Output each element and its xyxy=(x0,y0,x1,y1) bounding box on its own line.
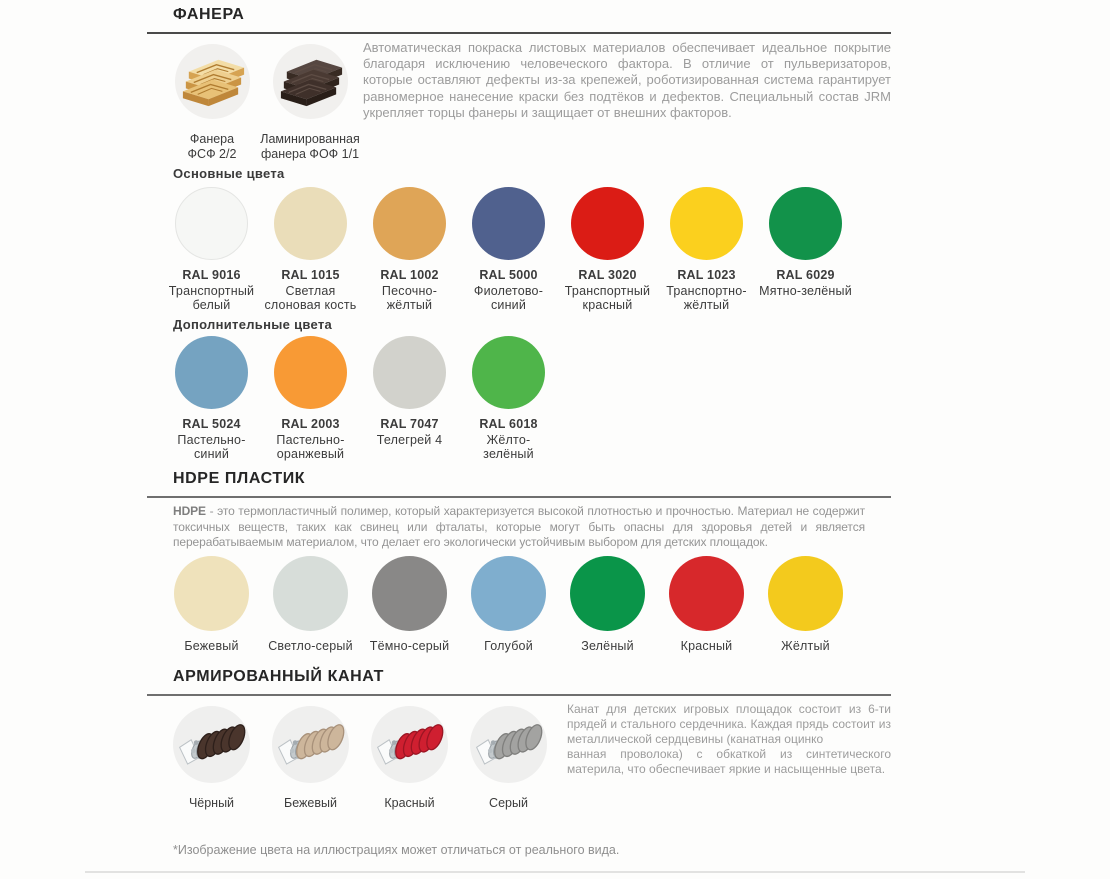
bottom-divider xyxy=(85,871,1025,873)
rope-3-icon xyxy=(371,706,448,788)
color-item xyxy=(657,556,756,654)
color-name: Тёмно-серый xyxy=(369,639,450,653)
color-name: Мятно-зелёный xyxy=(759,283,852,298)
footnote: *Изображение цвета на иллюстрациях может отличаться от реального вида. xyxy=(173,843,620,857)
color-item xyxy=(162,187,261,313)
rope-color-name: Серый xyxy=(489,796,528,810)
plywood-label-line: фанера ФОФ 1/1 xyxy=(260,147,360,161)
color-name: Телегрей 4 xyxy=(376,432,443,447)
color-item xyxy=(459,336,558,462)
color-name: Зелёный xyxy=(581,639,634,653)
color-name: Пастельно- xyxy=(276,432,345,447)
color-label xyxy=(177,417,245,462)
color-item xyxy=(756,556,855,654)
color-item xyxy=(360,556,459,654)
color-item xyxy=(360,187,459,313)
color-label xyxy=(380,268,438,313)
color-name: Транспортно- xyxy=(666,283,747,298)
color-name: синий xyxy=(193,447,230,461)
color-name: Жёлтый xyxy=(781,639,830,653)
color-swatch xyxy=(372,556,447,631)
color-item xyxy=(459,556,558,654)
plywood-label-line: Ламинированная xyxy=(260,132,360,146)
plywood-material-label xyxy=(188,132,237,162)
rope-description-line: металлической сердцевины (канатная оцинко xyxy=(567,732,824,746)
color-code: RAL 9016 xyxy=(182,268,241,282)
color-code: RAL 6018 xyxy=(479,417,538,431)
color-item xyxy=(756,187,855,313)
color-item xyxy=(261,556,360,654)
rope-color-name: Бежевый xyxy=(284,796,337,810)
rope-description-line: ванная проволока) с обкаткой из синтетического xyxy=(567,747,891,761)
color-name: белый xyxy=(192,298,231,312)
color-swatch xyxy=(769,187,842,260)
plywood-light-icon xyxy=(175,44,250,124)
color-swatch xyxy=(175,187,248,260)
rope-color-name: Красный xyxy=(384,796,435,810)
color-item xyxy=(162,336,261,462)
color-swatch xyxy=(471,556,546,631)
color-swatch xyxy=(570,556,645,631)
color-code: RAL 6029 xyxy=(776,268,835,282)
rope-description xyxy=(567,702,891,777)
rope-4-icon xyxy=(470,706,547,788)
color-swatch xyxy=(472,336,545,409)
hdpe-description xyxy=(173,504,865,551)
plywood-material xyxy=(163,44,261,162)
rope-colors-row xyxy=(162,706,558,811)
color-item xyxy=(657,187,756,313)
color-swatch xyxy=(571,187,644,260)
rope-description-line: прядей и стального сердечника. Каждая прядь состоит из xyxy=(567,717,891,731)
color-swatch xyxy=(373,336,446,409)
color-swatch xyxy=(670,187,743,260)
color-label xyxy=(370,639,450,654)
color-item xyxy=(558,187,657,313)
color-name: оранжевый xyxy=(276,447,345,461)
color-name: жёлтый xyxy=(386,298,433,312)
section-title-rope: АРМИРОВАННЫЙ КАНАТ xyxy=(147,668,891,696)
color-label xyxy=(276,417,344,462)
color-code: RAL 3020 xyxy=(578,268,637,282)
rope-item xyxy=(459,706,558,811)
color-name: Жёлто- xyxy=(486,432,531,447)
main-colors-title: Основные цвета xyxy=(173,166,285,181)
color-code: RAL 1015 xyxy=(281,268,340,282)
color-item xyxy=(261,187,360,313)
color-name: красный xyxy=(582,298,633,312)
color-name: Голубой xyxy=(484,639,533,653)
plywood-description: Автоматическая покраска листовых материалов обеспечивает идеальное покрытие благодаря исключению человеческого фактора. В отличие от пульверизаторов, которые оставляют дефекты из-за крепежей, роботизированная система гарантирует равномерное нанесение краски без подтёков и дефектов. Специальный состав JRM укрепляет торцы фанеры и защищает от внешних факторов. xyxy=(363,40,891,120)
color-swatch xyxy=(274,187,347,260)
color-item xyxy=(459,187,558,313)
color-label xyxy=(479,417,537,462)
color-label xyxy=(666,268,747,313)
color-name: Пастельно- xyxy=(177,432,246,447)
color-label xyxy=(184,639,238,654)
color-item xyxy=(558,556,657,654)
color-swatch xyxy=(274,336,347,409)
plywood-materials-row xyxy=(163,44,359,162)
color-item xyxy=(162,556,261,654)
rope-item xyxy=(162,706,261,811)
plywood-label-line: ФСФ 2/2 xyxy=(187,147,237,161)
color-swatch xyxy=(373,187,446,260)
plywood-material xyxy=(261,44,359,162)
rope-item xyxy=(261,706,360,811)
color-item xyxy=(360,336,459,462)
color-name: синий xyxy=(490,298,527,312)
color-swatch xyxy=(669,556,744,631)
color-name: Светло-серый xyxy=(268,639,353,653)
color-name: Транспортный xyxy=(168,283,255,298)
color-swatch xyxy=(273,556,348,631)
color-code: RAL 1002 xyxy=(380,268,439,282)
color-label xyxy=(268,639,353,654)
plywood-material-label xyxy=(260,132,360,162)
hdpe-description-lead: HDPE xyxy=(173,504,206,518)
color-label xyxy=(781,639,830,654)
color-item xyxy=(261,336,360,462)
color-name: Красный xyxy=(680,639,733,653)
color-swatch xyxy=(472,187,545,260)
color-name: Бежевый xyxy=(184,639,239,653)
rope-item xyxy=(360,706,459,811)
color-label xyxy=(169,268,254,313)
rope-1-icon xyxy=(173,706,250,788)
rope-2-icon xyxy=(272,706,349,788)
plywood-label-line: Фанера xyxy=(189,132,235,146)
plywood-laminated-icon xyxy=(273,44,348,124)
color-code: RAL 5024 xyxy=(182,417,241,431)
hdpe-description-rest: - это термопластичный полимер, который характеризуется высокой плотностью и прочностью. Материал не содержит токсичных веществ, таких как свинец или фталаты, которые могут быть опасны для здоровья детей и является перерабатываемым материалом, что делает его экологически устойчивым выбором для детских площадок. xyxy=(173,504,866,549)
rope-color-name: Чёрный xyxy=(188,796,235,810)
color-name: Песочно- xyxy=(381,283,438,298)
color-swatch xyxy=(174,556,249,631)
color-label xyxy=(264,268,356,313)
color-code: RAL 1023 xyxy=(677,268,736,282)
color-name: Светлая xyxy=(285,283,336,298)
additional-colors-title: Дополнительные цвета xyxy=(173,317,333,332)
color-code: RAL 7047 xyxy=(380,417,439,431)
color-label xyxy=(474,268,543,313)
color-swatch xyxy=(175,336,248,409)
hdpe-colors-row xyxy=(162,556,855,654)
color-code: RAL 2003 xyxy=(281,417,340,431)
color-name: жёлтый xyxy=(683,298,730,312)
color-swatch xyxy=(768,556,843,631)
section-title-hdpe: HDPE ПЛАСТИК xyxy=(147,470,891,498)
color-label xyxy=(681,639,733,654)
additional-colors-row xyxy=(162,336,558,462)
color-label xyxy=(759,268,852,298)
main-colors-row xyxy=(162,187,855,313)
color-name: Фиолетово- xyxy=(473,283,544,298)
color-code: RAL 5000 xyxy=(479,268,538,282)
color-label xyxy=(484,639,533,654)
color-label xyxy=(581,639,634,654)
color-name: слоновая кость xyxy=(264,298,357,312)
page-content xyxy=(147,0,891,879)
color-name: зелёный xyxy=(483,447,534,461)
color-label xyxy=(377,417,443,447)
color-name: Транспортный xyxy=(564,283,651,298)
rope-description-line: материла, что обеспечивает яркие и насыщенные цвета. xyxy=(567,762,886,776)
rope-description-line: Канат для детских игровых площадок состоит из 6-ти xyxy=(567,702,891,716)
section-title-plywood: ФАНЕРА xyxy=(147,6,891,34)
color-label xyxy=(565,268,650,313)
